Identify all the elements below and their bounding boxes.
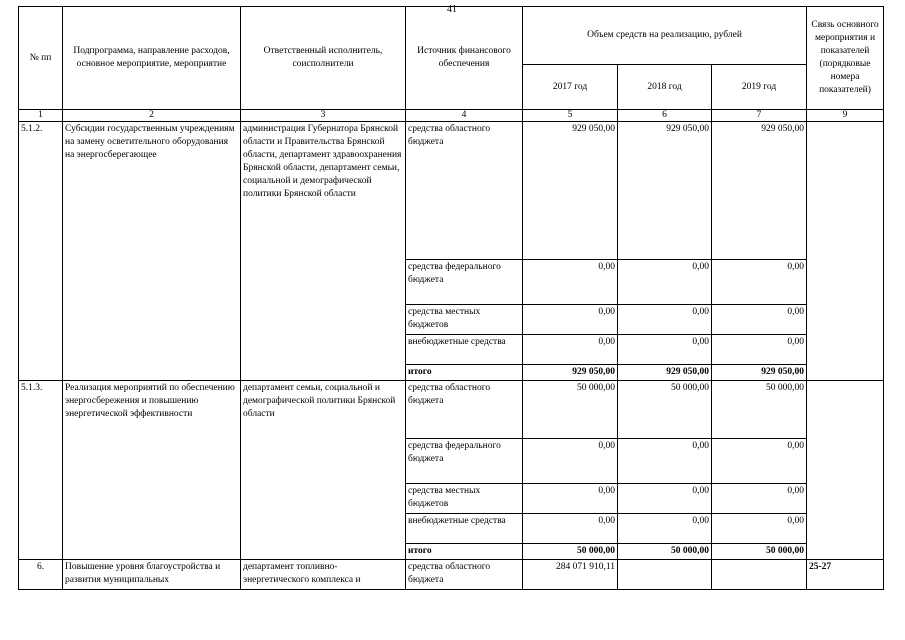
value-2017: 0,00 [523, 514, 618, 544]
funding-source: средства местных бюджетов [406, 305, 523, 335]
indicator-link [807, 122, 884, 381]
value-2018: 0,00 [618, 260, 712, 305]
total-2017: 50 000,00 [523, 544, 618, 560]
value-2019: 0,00 [712, 305, 807, 335]
header-source: Источник финансового обеспечения [406, 7, 523, 110]
row-number: 5.1.2. [19, 122, 63, 381]
total-2019: 50 000,00 [712, 544, 807, 560]
value-2018 [618, 560, 712, 590]
value-2018: 50 000,00 [618, 381, 712, 439]
value-2018: 0,00 [618, 439, 712, 484]
indicator-link: 25-27 [807, 560, 884, 590]
value-2019: 50 000,00 [712, 381, 807, 439]
value-2019: 929 050,00 [712, 122, 807, 260]
funding-source: средства местных бюджетов [406, 484, 523, 514]
value-2019: 0,00 [712, 335, 807, 365]
header-volume: Объем средств на реализацию, рублей [523, 7, 807, 65]
header-year-2018: 2018 год [618, 65, 712, 110]
total-label: итого [406, 544, 523, 560]
col-number: 7 [712, 110, 807, 122]
funding-source: средства федерального бюджета [406, 439, 523, 484]
indicator-link [807, 381, 884, 560]
value-2017: 284 071 910,11 [523, 560, 618, 590]
col-number: 5 [523, 110, 618, 122]
header-link: Связь основного мероприятия и показателей (порядковые номера показателей) [807, 7, 884, 110]
header-year-2017: 2017 год [523, 65, 618, 110]
value-2019 [712, 560, 807, 590]
total-2018: 50 000,00 [618, 544, 712, 560]
value-2018: 0,00 [618, 514, 712, 544]
total-label: итого [406, 365, 523, 381]
page-number: 41 [447, 4, 457, 15]
funding-source: средства областного бюджета [406, 122, 523, 260]
value-2018: 0,00 [618, 305, 712, 335]
value-2018: 929 050,00 [618, 122, 712, 260]
col-number: 2 [63, 110, 241, 122]
value-2019: 0,00 [712, 439, 807, 484]
header-executor: Ответственный исполнитель, соисполнители [241, 7, 406, 110]
value-2018: 0,00 [618, 484, 712, 514]
col-number: 3 [241, 110, 406, 122]
value-2017: 50 000,00 [523, 381, 618, 439]
funding-source: средства областного бюджета [406, 560, 523, 590]
funding-source: средства федерального бюджета [406, 260, 523, 305]
value-2017: 0,00 [523, 260, 618, 305]
total-2017: 929 050,00 [523, 365, 618, 381]
funding-source: внебюджетные средства [406, 514, 523, 544]
value-2017: 0,00 [523, 439, 618, 484]
header-program: Подпрограмма, направление расходов, основное мероприятие, мероприятие [63, 7, 241, 110]
measure-name: Повышение уровня благоустройства и развития муниципальных [63, 560, 241, 590]
value-2017: 0,00 [523, 484, 618, 514]
value-2017: 0,00 [523, 335, 618, 365]
executor: департамент семьи, социальной и демографической политики Брянской области [241, 381, 406, 560]
executor: администрация Губернатора Брянской области и Правительства Брянской области, департамент здравоохранения Брянской области, департамент семьи, социальной и демографической политики Брянской области [241, 122, 406, 381]
row-number: 5.1.3. [19, 381, 63, 560]
value-2017: 929 050,00 [523, 122, 618, 260]
header-year-2019: 2019 год [712, 65, 807, 110]
col-number: 1 [19, 110, 63, 122]
total-2019: 929 050,00 [712, 365, 807, 381]
value-2018: 0,00 [618, 335, 712, 365]
total-2018: 929 050,00 [618, 365, 712, 381]
col-number: 9 [807, 110, 884, 122]
value-2019: 0,00 [712, 484, 807, 514]
funding-source: внебюджетные средства [406, 335, 523, 365]
executor: департамент топливно-энергетического комплекса и [241, 560, 406, 590]
row-number: 6. [19, 560, 63, 590]
col-number: 6 [618, 110, 712, 122]
funding-source: средства областного бюджета [406, 381, 523, 439]
header-no: № пп [19, 7, 63, 110]
measure-name: Субсидии государственным учреждениям на замену осветительного оборудования на энергосберегающее [63, 122, 241, 381]
col-number: 4 [406, 110, 523, 122]
value-2019: 0,00 [712, 514, 807, 544]
value-2019: 0,00 [712, 260, 807, 305]
measure-name: Реализация мероприятий по обеспечению энергосбережения и повышению энергетической эффективности [63, 381, 241, 560]
value-2017: 0,00 [523, 305, 618, 335]
budget-table [18, 6, 884, 590]
